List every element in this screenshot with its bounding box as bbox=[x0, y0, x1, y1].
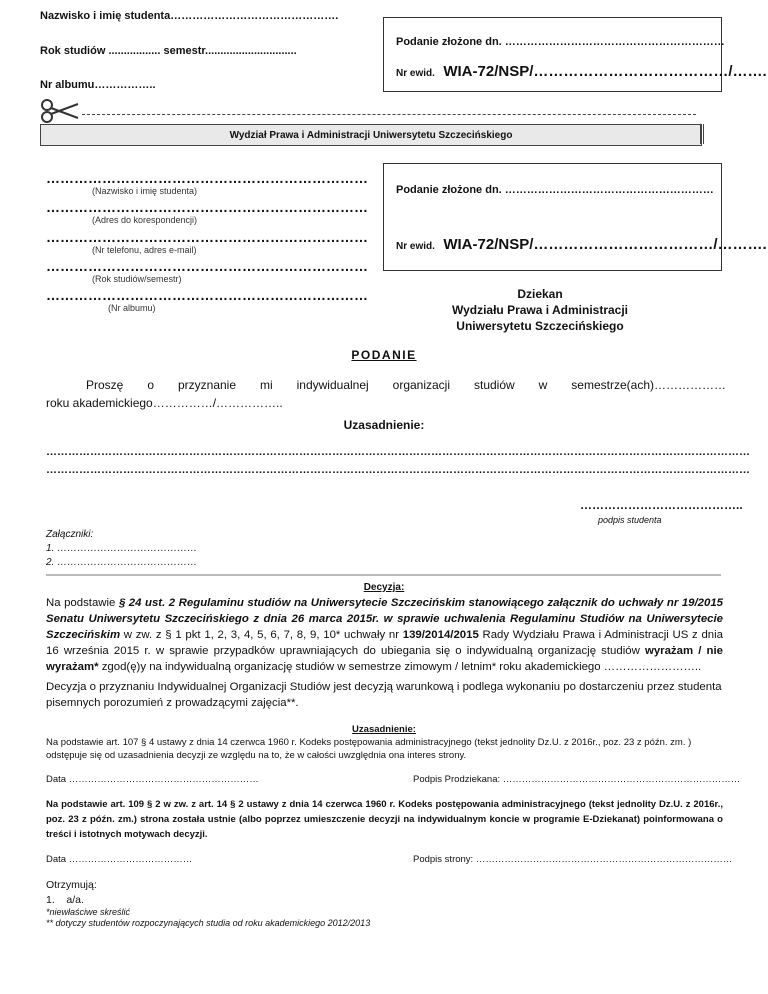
addressee-line: Wydziału Prawa i Administracji bbox=[451, 303, 629, 317]
decision-p1-c: w zw. z § 1 pkt 1, 2, 3, 4, 5, 6, 7, 8, 9, 10* uchwały nr bbox=[120, 629, 403, 641]
scissors-icon bbox=[40, 98, 80, 124]
attachment-item: 2. …………………………………… bbox=[46, 557, 198, 568]
office-submitted: Podanie złożone dn. ………………………………………………… bbox=[396, 184, 714, 196]
applicant-field bbox=[46, 287, 368, 313]
stub-submitted: Podanie złożone dn. …………………………………………………… bbox=[396, 36, 725, 48]
attachment-item: 1. …………………………………… bbox=[46, 543, 198, 554]
request-text-1: Proszę o przyznanie mi indywidualnej organizacji studiów w semestrze(ach)……………… bbox=[86, 378, 726, 392]
applicant-dots: …………………………………………………………… bbox=[46, 258, 368, 274]
justification-line: ………………………………………………………………………………………………………………………………………………………………………… bbox=[46, 446, 750, 458]
page-title: PODANIE bbox=[351, 348, 417, 362]
dean-signature-line: Podpis Prodziekana: ………………………………………………………………… bbox=[413, 774, 741, 785]
footnote: ** dotyczy studentów rozpoczynających studia od roku akademickiego 2012/2013 bbox=[46, 918, 371, 928]
decision-heading: Decyzja: bbox=[363, 582, 405, 593]
office-reg-label: Nr ewid. bbox=[396, 241, 435, 252]
banner-end-mark bbox=[700, 124, 704, 144]
attachments-label: Załączniki: bbox=[46, 529, 94, 540]
stub-name-line: Nazwisko i imię studenta………………………………………. bbox=[40, 10, 339, 22]
applicant-field bbox=[46, 199, 368, 225]
request-line-2: roku akademickiego……………/…………….. bbox=[46, 396, 283, 410]
decision-p1-a: Na podstawie bbox=[46, 597, 119, 609]
signature-dots: ………………………………….. bbox=[580, 498, 743, 512]
decision-p1-b: § 24 ust. 2 Regulaminu studiów na Uniwersytecie Szczecińskim stanowiącego załącznik do uchwały nr 19/2015 Senatu Uniwersytetu Szczecińskiego z dnia 26 marca 2015r. w sprawie uchwalenia Regulaminu Studiów na Uniwersytecie Szczecińskim bbox=[46, 597, 724, 641]
applicant-dots: …………………………………………………………… bbox=[46, 170, 368, 186]
applicant-field bbox=[46, 229, 368, 255]
applicant-dots: …………………………………………………………… bbox=[46, 199, 368, 215]
applicant-field bbox=[46, 170, 368, 196]
recipient-item: 1. a/a. bbox=[46, 894, 84, 906]
decision-paragraph bbox=[46, 595, 723, 675]
office-reg-value: WIA-72/NSP/………………………………/………. bbox=[443, 236, 767, 253]
stub-reg-value: WIA-72/NSP/…………………………………/……. bbox=[443, 63, 767, 80]
applicant-dots: …………………………………………………………… bbox=[46, 287, 368, 303]
addressee bbox=[440, 286, 640, 334]
applicant-caption: (Nazwisko i imię studenta) bbox=[92, 186, 198, 196]
justification-line: ………………………………………………………………………………………………………………………………………………………………………… bbox=[46, 464, 750, 476]
stub-reg bbox=[396, 63, 767, 81]
decision-justification-text: Na podstawie art. 107 § 4 ustawy z dnia 14 czerwca 1960 r. Kodeks postępowania administracyjnego (tekst jednolity Dz.U. z 2016r., poz. 23 z późn. zm. ) odstępuje się od uzasadnienia decyzji ze względu na to, że w całości uwzględnia ona interes strony. bbox=[46, 737, 692, 761]
recipients-label: Otrzymują: bbox=[46, 879, 97, 891]
decision-p1-g: zgod(ę)y na indywidualną organizację studiów w semestrze zimowym / letnim* roku akademickiego …………………….. bbox=[98, 661, 702, 673]
date-line-1: Data …………………………………………………… bbox=[46, 774, 259, 785]
applicant-caption: (Adres do korespondencji) bbox=[92, 215, 198, 225]
request-line-1 bbox=[46, 378, 726, 392]
applicant-caption: (Nr albumu) bbox=[108, 303, 156, 313]
addressee-line: Uniwersytetu Szczecińskiego bbox=[456, 319, 624, 333]
stub-reg-label: Nr ewid. bbox=[396, 68, 435, 79]
signature-caption: podpis studenta bbox=[598, 515, 662, 525]
recipients bbox=[46, 878, 97, 908]
faculty-banner-text: Wydział Prawa i Administracji Uniwersytetu Szczecińskiego bbox=[229, 129, 513, 141]
notice-text: Na podstawie art. 109 § 2 w zw. z art. 14 § 2 ustawy z dnia 14 czerwca 1960 r. Kodeks postępowania administracyjnego (tekst jednolity Dz.U. z 2016r., poz. 23 z późn. zm.) strona została ustnie (albo poprzez umieszczenie decyzji na indywidualnym koncie w programie E-Dziekanat) poinformowana o treści i istotnych motywach decyzji. bbox=[46, 799, 723, 840]
stub-office-box bbox=[383, 17, 767, 92]
date-line-2: Data ………………………………… bbox=[46, 854, 193, 865]
justification-heading: Uzasadnienie: bbox=[343, 418, 425, 432]
decision-p1-d: 139/2014/2015 bbox=[402, 629, 479, 641]
office-box bbox=[383, 163, 767, 271]
section-divider bbox=[46, 574, 721, 576]
attachments bbox=[46, 528, 197, 570]
stub-year-line: Rok studiów ................. semestr.............................. bbox=[40, 45, 297, 57]
applicant-dots: …………………………………………………………… bbox=[46, 229, 368, 245]
cut-line bbox=[82, 114, 696, 115]
decision-justification-heading: Uzasadnienie: bbox=[352, 724, 416, 735]
office-reg bbox=[396, 236, 767, 254]
applicant-field bbox=[46, 258, 368, 284]
footnote: *niewłaściwe skreślić bbox=[46, 907, 131, 917]
applicant-caption: (Nr telefonu, adres e-mail) bbox=[92, 245, 197, 255]
faculty-banner bbox=[40, 124, 702, 146]
decision-paragraph-2: Decyzja o przyznaniu Indywidualnej Organizacji Studiów jest decyzją warunkową i podlega wykonaniu po dostarczeniu przez studenta pisemnych porozumień z prowadzącymi zajęcia**. bbox=[46, 681, 722, 709]
applicant-caption: (Rok studiów/semestr) bbox=[92, 274, 182, 284]
stub-album-line: Nr albumu…………….. bbox=[40, 79, 156, 91]
addressee-line: Dziekan bbox=[517, 287, 563, 301]
party-signature-line: Podpis strony: ……………………………………………………………………… bbox=[413, 854, 733, 865]
footnotes bbox=[46, 907, 370, 929]
decision-p1-f: wyrażam / nie wyrażam* bbox=[46, 645, 723, 673]
decision-p1-e: Rady Wydziału Prawa i Administracji US z dnia 16 września 2015 r. w sprawie przypadków uprawniających do ubiegania się o indywidualną organizację studiów bbox=[46, 629, 723, 657]
